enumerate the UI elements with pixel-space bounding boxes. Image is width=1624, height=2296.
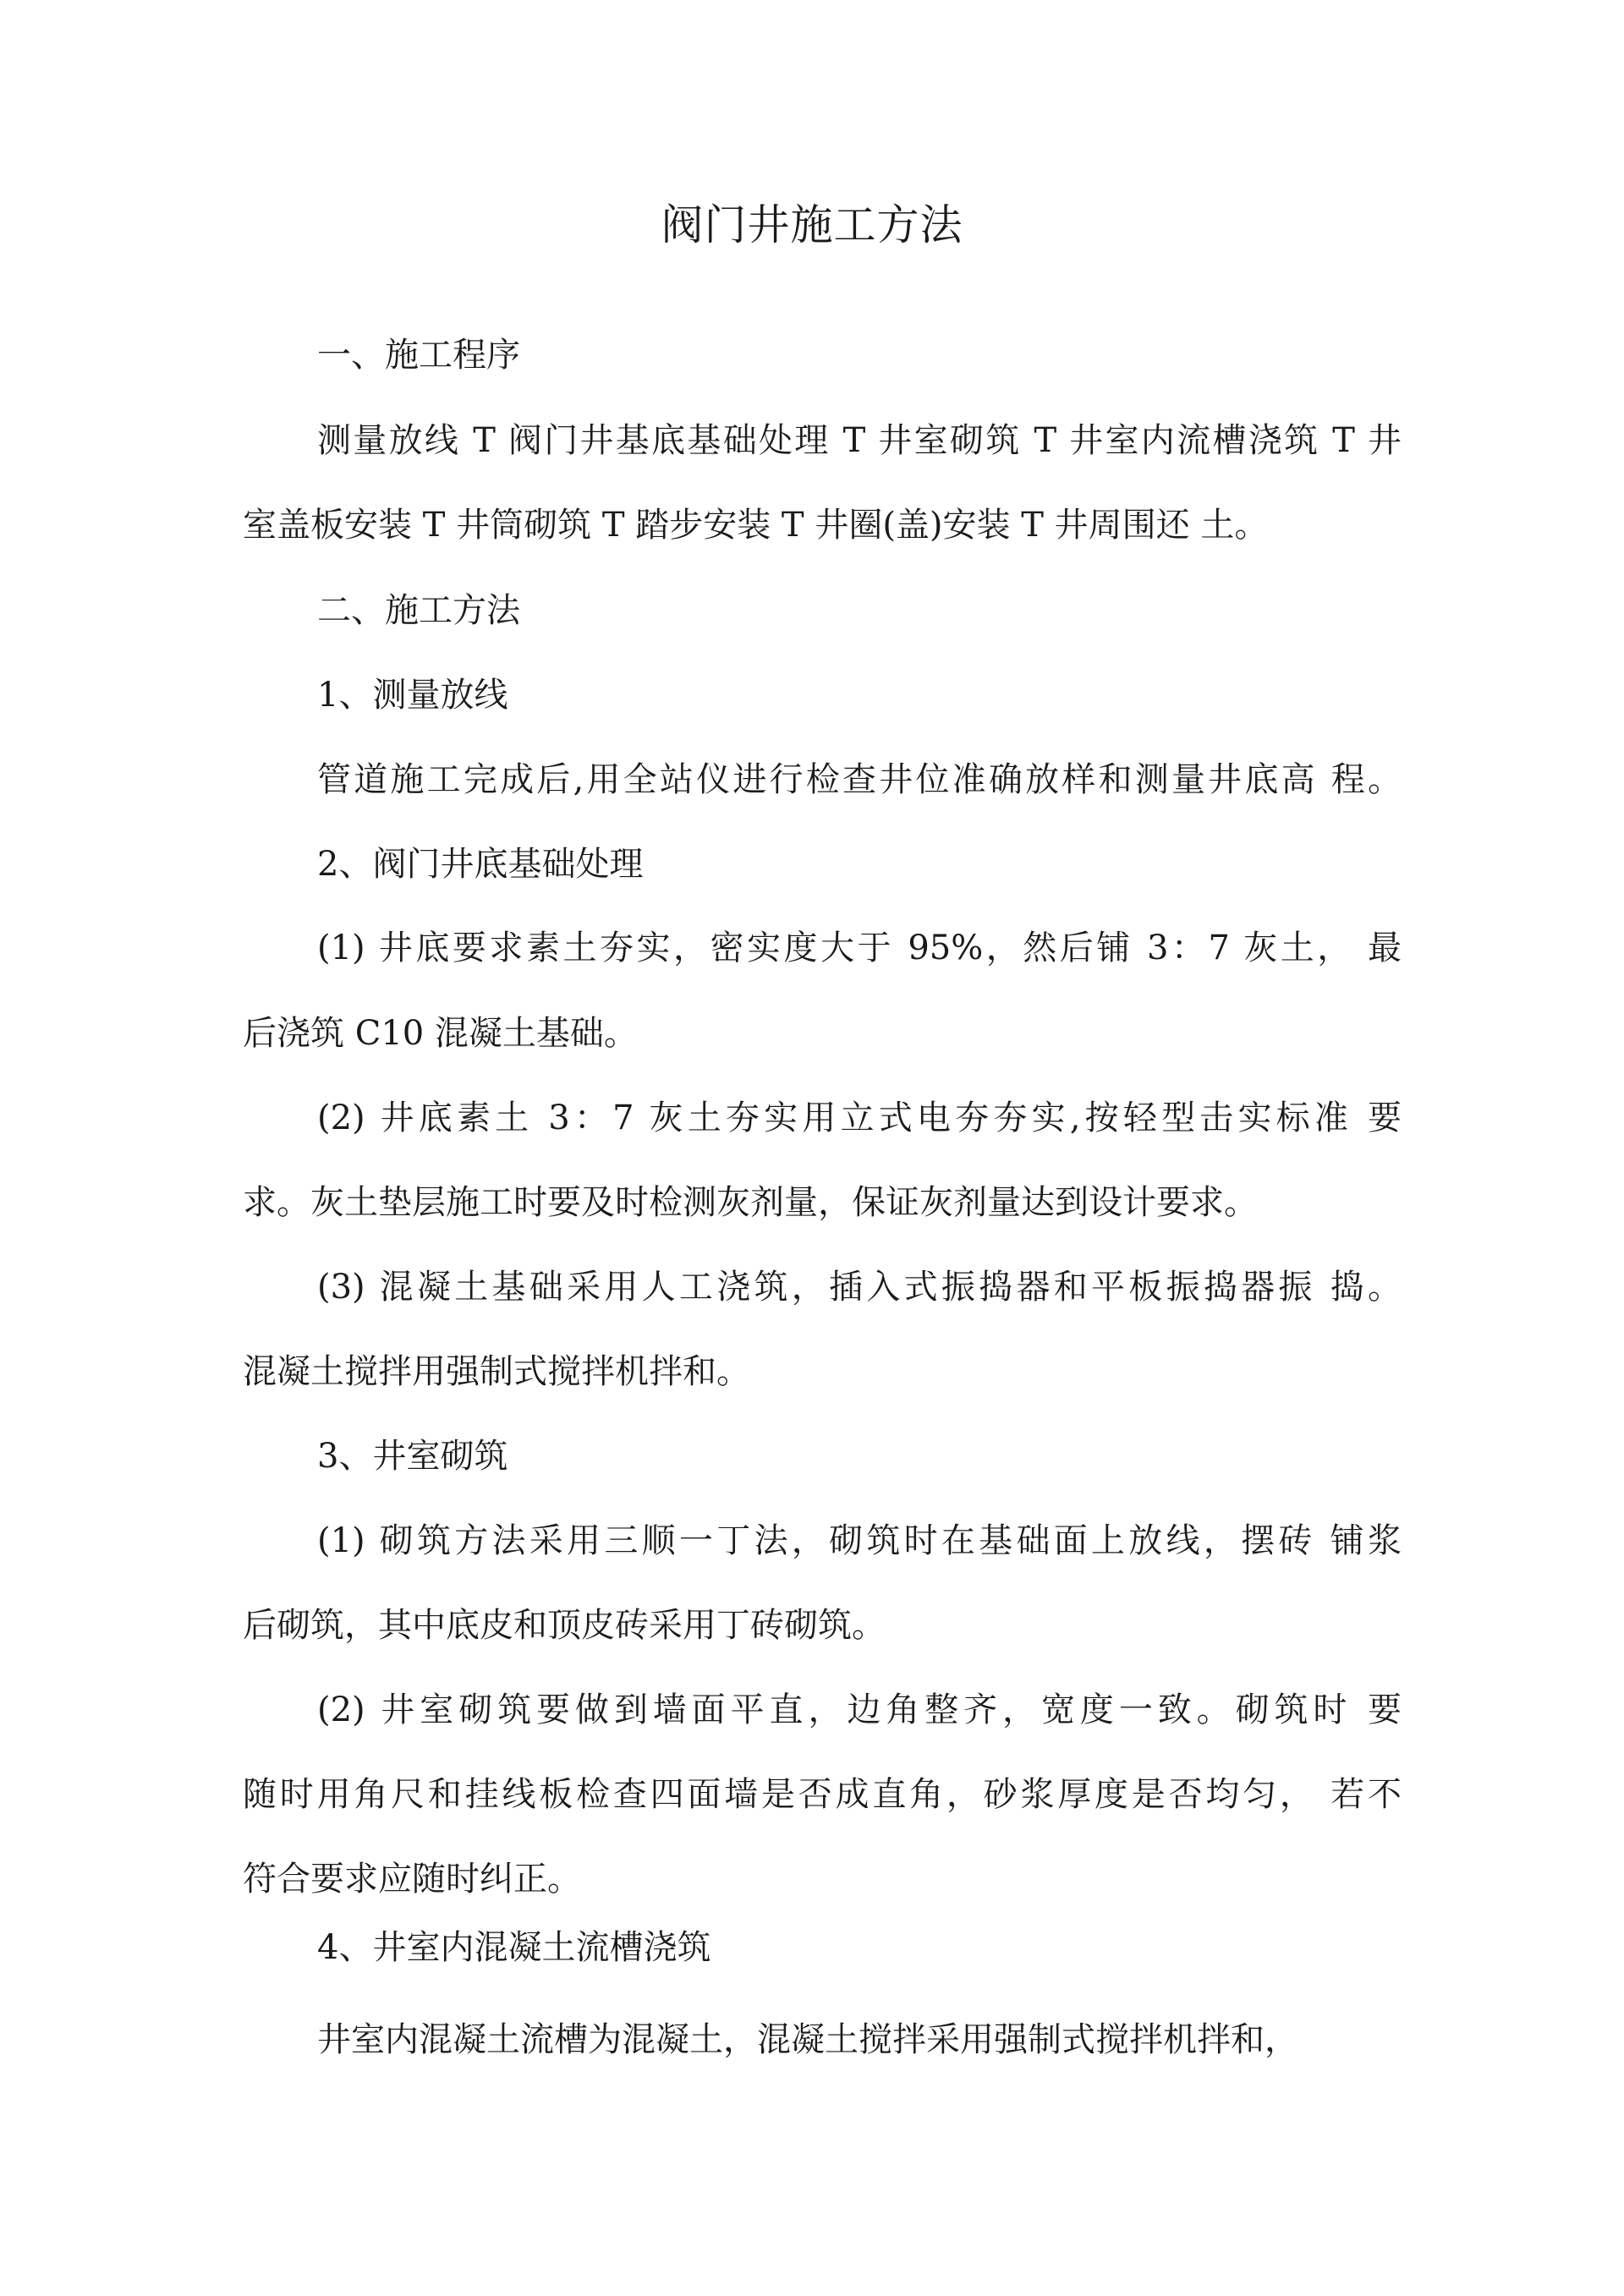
paragraph-line: (3) 混凝土基础采用人工浇筑，插入式振捣器和平板振捣器振 捣。 xyxy=(317,1268,1402,1307)
paragraph-line: 后浇筑 C10 混凝土基础。 xyxy=(243,1014,638,1053)
subheading-survey-layout: 1、测量放线 xyxy=(317,676,508,715)
paragraph-line: 符合要求应随时纠正。 xyxy=(243,1860,581,1899)
paragraph-line: 测量放线 T 阀门井基底基础处理 T 井室砌筑 T 井室内流槽浇筑 T 井 xyxy=(317,421,1402,460)
paragraph-line: 室盖板安装 T 井筒砌筑 T 踏步安装 T 井圈(盖)安装 T 井周围还 土。 xyxy=(243,506,1269,545)
paragraph-line: (2) 井底素土 3：7 灰土夯实用立式电夯夯实,按轻型击实标准 要 xyxy=(317,1099,1402,1137)
paragraph-line: 后砌筑，其中底皮和顶皮砖采用丁砖砌筑。 xyxy=(243,1606,886,1645)
heading-construction-procedure: 一、施工程序 xyxy=(317,336,520,375)
subheading-chamber-masonry: 3、井室砌筑 xyxy=(317,1437,508,1476)
document-title: 阀门井施工方法 xyxy=(661,200,963,249)
paragraph-line: 求。灰土垫层施工时要及时检测灰剂量，保证灰剂量达到设计要求。 xyxy=(243,1183,1258,1222)
paragraph-line: (2) 井室砌筑要做到墙面平直，边角整齐，宽度一致。砌筑时 要 xyxy=(317,1690,1402,1729)
paragraph-line: 随时用角尺和挂线板检查四面墙是否成直角，砂浆厚度是否均匀， 若不 xyxy=(243,1775,1402,1814)
paragraph-line: (1) 砌筑方法采用三顺一丁法，砌筑时在基础面上放线，摆砖 铺浆 xyxy=(317,1521,1402,1560)
paragraph-line: 混凝土搅拌用强制式搅拌机拌和。 xyxy=(243,1352,750,1391)
heading-construction-method: 二、施工方法 xyxy=(317,591,520,630)
paragraph-line: (1) 井底要求素土夯实，密实度大于 95%，然后铺 3：7 灰土， 最 xyxy=(317,929,1402,967)
subheading-foundation-treatment: 2、阀门井底基础处理 xyxy=(317,845,644,884)
paragraph-line: 管道施工完成后,用全站仪进行检查井位准确放样和测量井底高 程。 xyxy=(317,760,1402,799)
paragraph-line: 井室内混凝土流槽为混凝土，混凝土搅拌采用强制式搅拌机拌和， xyxy=(317,2020,1298,2059)
subheading-flow-channel-pouring: 4、井室内混凝土流槽浇筑 xyxy=(317,1928,711,1967)
